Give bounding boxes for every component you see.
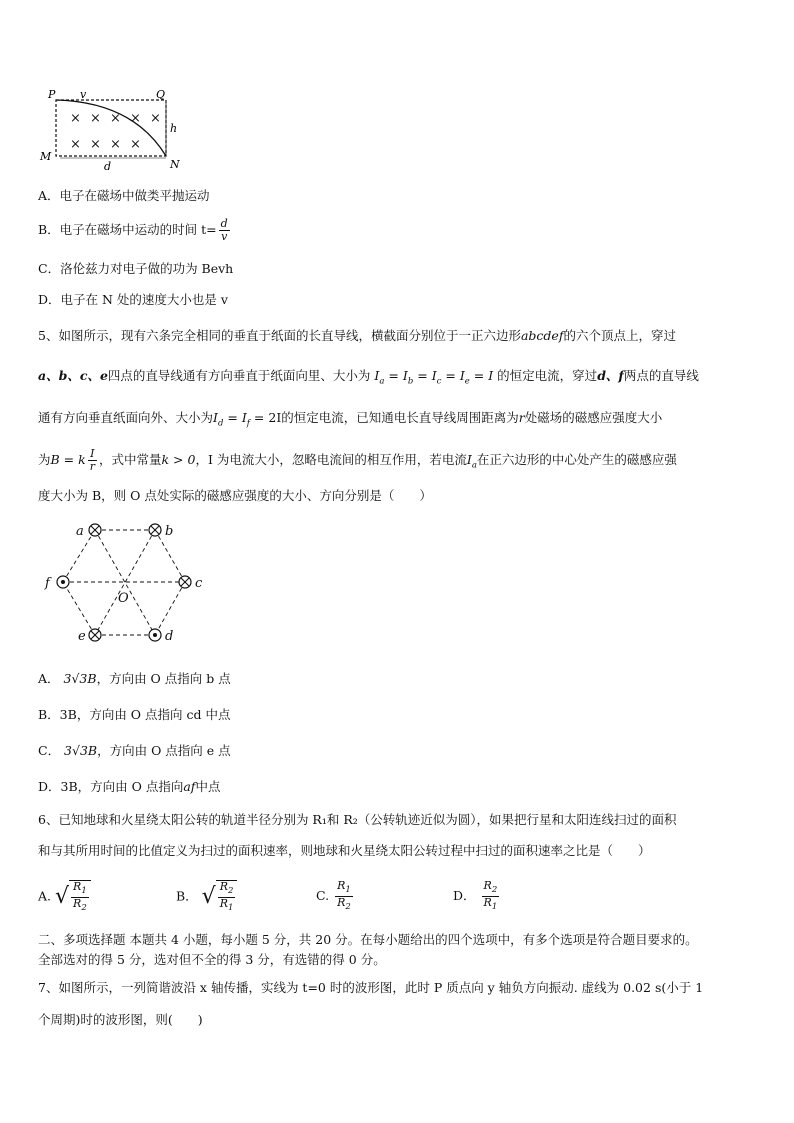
q4-option-a: A．电子在磁场中做类平抛运动 [38,188,210,203]
label-d: d [104,160,112,172]
svg-text:×: × [70,137,81,152]
hex-label-f: f [45,576,50,591]
q6-option-d: D． $\frac{R_2}{R_1}$ [453,879,498,913]
hex-label-e: e [78,629,86,644]
q5-option-c: C． 3√3B，方向由 O 点指向 e 点 [38,743,231,758]
q7-line-1: 7、如图所示，一列简谐波沿 x 轴传播，实线为 t=0 时的波形图，此时 P 质点向 y 轴负方向振动. 虚线为 0.02 s(小于 1 [38,980,704,995]
section-2-heading-2: 全部选对的得 5 分，选对但不全的得 3 分，有选错的得 0 分。 [38,952,386,967]
q4-option-c: C．洛伦兹力对电子做的功为 Bevh [38,261,234,276]
q5-line-5: 度大小为 B，则 O 点处实际的磁感应强度的大小、方向分别是（ ） [38,488,432,503]
svg-text:×: × [150,111,161,126]
q4-option-b [38,218,232,243]
svg-text:×: × [110,137,121,152]
hex-label-a: a [76,524,84,539]
svg-text:×: × [90,111,101,126]
q4-option-b-text: B．电子在磁场中运动的时间 t= [38,222,217,237]
q6-line-1: 6、已知地球和火星绕太阳公转的轨道半径分别为 R₁和 R₂（公转轨迹近似为圆），如果把行星和太阳连线扫过的面积 [38,812,677,827]
svg-text:×: × [130,137,141,152]
hex-label-O: O [118,591,129,606]
hex-label-c: c [195,576,203,591]
label-P: P [48,88,56,101]
fraction-i-over-r: $\frac{I}{r}$ [89,447,95,473]
hex-label-d: d [165,629,174,644]
q5-line-3: 通有方向垂直纸面向外、大小为$I_d = I_f = 2I$的恒定电流，已知通电长直导线周围距离为r处磁场的磁感应强度大小 [38,410,663,429]
hex-label-b: b [165,524,174,539]
q5-option-a: A． 3√3B，方向由 O 点指向 b 点 [38,671,231,686]
svg-text:×: × [90,137,101,152]
hexagon-wire-diagram [38,518,218,648]
q5-option-d: D．3B，方向由 O 点指向af中点 [38,779,221,794]
label-N: N [170,158,180,171]
q5-line-2: a、b、c、e四点的直导线通有方向垂直于纸面向里、大小为 $I_a = I_b = I_c = I_e = I$ 的恒定电流，穿过d、f两点的直导线 [38,368,699,387]
q6-option-b: B． √ $\frac{R_2}{R_1}$ [176,880,237,914]
magnetic-field-diagram [38,86,188,172]
q5-option-b: B．3B，方向由 O 点指向 cd 中点 [38,707,231,722]
label-M: M [40,150,52,163]
svg-text:×: × [70,111,81,126]
label-Q: Q [156,88,166,101]
svg-text:×: × [130,111,141,126]
q4-option-d: D．电子在 N 处的速度大小也是 v [38,292,228,307]
section-2-heading-1: 二、多项选择题 本题共 4 小题，每小题 5 分，共 20 分。在每小题给出的四个选项中，有多个选项是符合题目要求的。 [38,932,698,947]
q7-line-2: 个周期)时的波形图，则( ) [38,1012,203,1027]
label-h: h [170,122,178,135]
q5-line-1: 5、如图所示，现有六条完全相同的垂直于纸面的长直导线，横截面分别位于一正六边形abcdef的六个顶点上，穿过 [38,328,676,343]
svg-text:×: × [110,111,121,126]
q5-line-4: 为B = k $\frac{I}{r}$ ，式中常量k > 0，I 为电流大小，忽略电流间的相互作用，若电流$I_a$在正六边形的中心处产生的磁感应强 [38,447,677,473]
q6-option-c: C. $\frac{R_1}{R_2}$ [316,879,351,913]
label-v: v [80,88,87,101]
fraction-d-over-v: $\frac{d}{v}$ [220,217,228,243]
q6-line-2: 和与其所用时间的比值定义为扫过的面积速率，则地球和火星绕太阳公转过程中扫过的面积速率之比是（ ） [38,843,651,858]
q6-option-a: A. √ $\frac{R_1}{R_2}$ [38,880,91,914]
